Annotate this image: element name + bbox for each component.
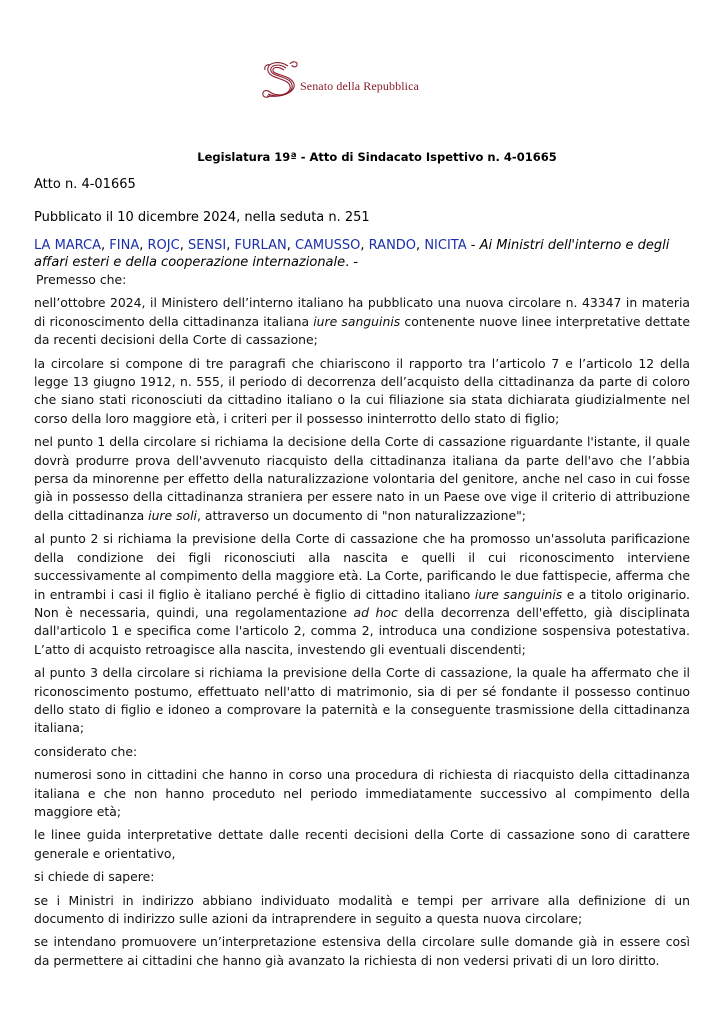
author-link[interactable]: FINA xyxy=(109,238,140,253)
senate-logo xyxy=(258,56,419,100)
document-body xyxy=(34,271,690,975)
premise-heading: Premesso che: xyxy=(36,272,127,287)
paragraph: la circolare si compone di tre paragrafi che chiariscono il rapporto tra l’articolo 7 e l’articolo 12 della legge 13 giugno 1912, n. 555, il periodo di decorrenza dell’acquisto della cittadinanza da parte di coloro che siano stati riconosciuti da cittadino italiano o la cui filiazione sia stata dichiarata giudizialmente nel corso della loro maggiore età, i criteri per il possesso ininterrotto dello stato di figlio; xyxy=(34,355,690,426)
atto-number: Atto n. 4-01665 xyxy=(34,177,136,192)
paragraph: nell’ottobre 2024, il Ministero dell’interno italiano ha pubblicato una nuova circolare n. 43347 in materia di riconoscimento della cittadinanza italiana iure sanguinis contenente nuove linee interpretative dettate da recenti decisioni della Corte di cassazione; xyxy=(34,295,690,348)
author-link[interactable]: FURLAN xyxy=(234,238,287,253)
author-link[interactable]: ROJC xyxy=(147,238,180,253)
author-link[interactable]: RANDO xyxy=(368,238,417,253)
paragraph: al punto 3 della circolare si richiama la previsione della Corte di cassazione, la quale ha affermato che il riconoscimento postumo, effettuato nell'atto di matrimonio, sia di per sé fondante il possesso continuo dello stato di figlio e idoneo a comprovare la paternità e la conseguente trasmissione della cittadinanza italiana; xyxy=(34,665,690,736)
author-link[interactable]: CAMUSSO xyxy=(294,238,361,253)
paragraph: se intendano promuovere un’interpretazione estensiva della circolare sulle domande già in essere così da permettere ai cittadini che hanno già avanzato la richiesta di non vedersi privati di un loro diritto. xyxy=(34,934,690,968)
author-link[interactable]: NICITA xyxy=(424,238,467,253)
addressee: Ai Ministri dell'interno e degli affari esteri e della cooperazione internazionale xyxy=(34,238,670,270)
paragraph: numerosi sono in cittadini che hanno in corso una procedura di richiesta di riacquisto della cittadinanza italiana e che non hanno proceduto nel periodo immediatamente successivo al compimento della maggiore età; xyxy=(34,767,690,819)
question-heading: si chiede di sapere: xyxy=(34,869,155,885)
paragraph: se i Ministri in indirizzo abbiano individuato modalità e tempi per arrivare alla definizione di un documento di indirizzo sulle azioni da intraprendere in seguito a questa nuova circolare; xyxy=(34,892,690,926)
paragraph: le linee guida interpretative dettate dalle recenti decisioni della Corte di cassazione sono di carattere generale e orientativo, xyxy=(34,827,690,861)
author-link[interactable]: SENSI xyxy=(187,238,227,253)
logo-text: Senato della Repubblica xyxy=(300,79,419,93)
senate-s-monogram-icon xyxy=(258,58,304,100)
publication-info: Pubblicato il 10 dicembre 2024, nella seduta n. 251 xyxy=(34,210,370,225)
authors-line: LA MARCA, FINA, ROJC, SENSI, FURLAN, CAMUSSO, RANDO, NICITA - Ai Ministri dell'interno e degli affari esteri e della cooperazione internazionale. - xyxy=(34,238,670,270)
document-title: Legislatura 19ª - Atto di Sindacato Ispettivo n. 4-01665 xyxy=(197,150,557,164)
considered-heading: considerato che: xyxy=(34,743,138,759)
author-link[interactable]: LA MARCA xyxy=(34,238,102,253)
paragraph: nel punto 1 della circolare si richiama la decisione della Corte di cassazione riguardante l'istante, il quale dovrà produrre prova dell'avvenuto riacquisto della cittadinanza italiana da parte dell'avo che l’abbia persa da minorenne per effetto della naturalizzazione volontaria del genitore, anche nel caso in cui fosse già in possesso della cittadinanza straniera per essere nato in un Paese ove vige il criterio di attribuzione della cittadinanza iure soli, attraverso un documento di "non naturalizzazione"; xyxy=(34,434,690,523)
paragraph: al punto 2 si richiama la previsione della Corte di cassazione che ha promosso un'assoluta parificazione della condizione dei figli riconosciuti alla nascita e quelli il cui riconoscimento interviene successivamente al compimento della maggiore età. La Corte, parificando le due fattispecie, afferma che in entrambi i casi il figlio è italiano perché è figlio di cittadino italiano iure sanguinis e a titolo originario. Non è necessaria, quindi, una regolamentazione ad hoc della decorrenza dell'effetto, già disciplinata dall'articolo 1 e specifica come l'articolo 2, comma 2, introduca una condizione sospensiva potestativa. L’atto di acquisto retroagisce alla nascita, investendo gli eventuali discendenti; xyxy=(34,531,690,657)
